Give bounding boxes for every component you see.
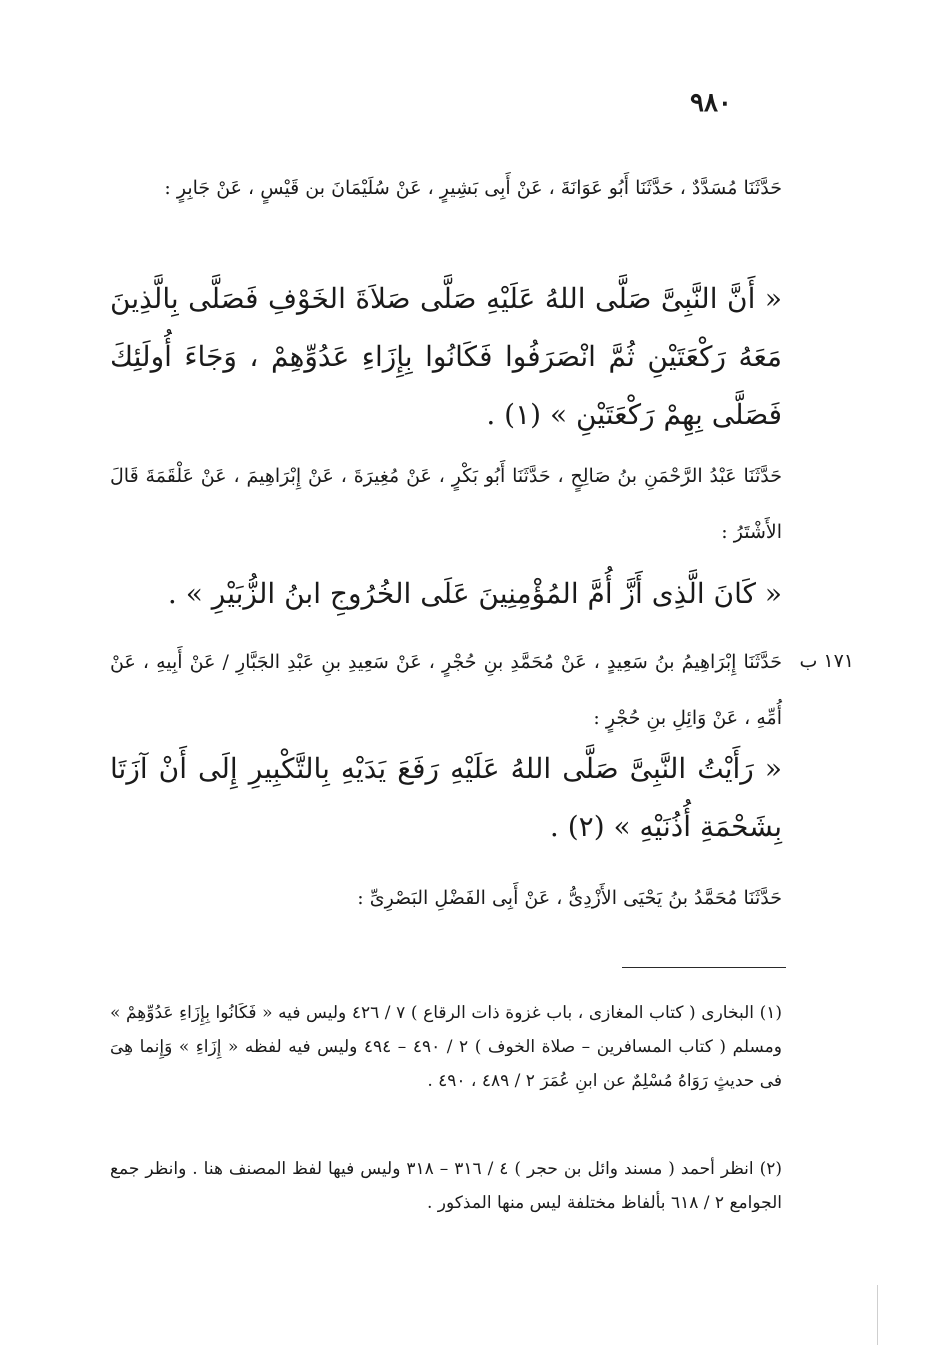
margin-folio-note: ١٧١ ب [799,650,854,672]
scan-margin-line [877,1285,878,1345]
footnote-1: (١) البخارى ( كتاب المغازى ، باب غزوة ذات الرقاع ) ٧ / ٤٢٦ وليس فيه « فَكَانُوا بِإِزَاءِ عَدُوِّهِمْ » ومسلم ( كتاب المسافرين – صلاة الخوف ) ٢ / ٤٩٠ – ٤٩٤ وليس فيه لفظه « إِزَاءِ » وَإِنما هِىَ فى حديثٍ رَوَاهُ مُسْلِمٌ عن ابنِ عُمَرَ ٢ / ٤٨٩ ، ٤٩٠ . [110,1003,782,1091]
page-number: ٩٨٠ [690,88,732,118]
hadith-text-1: « أَنَّ النَّبِىَّ صَلَّى اللهُ عَلَيْهِ صَلَّى صَلاَةَ الخَوْفِ فَصَلَّى بِالَّذِينَ مَعَهُ رَكْعَتَيْنِ ثُمَّ انْصَرَفُوا فَكَانُوا بِإِزَاءِ عَدُوِّهِمْ ، وَجَاءَ أُولَئِكَ فَصَلَّى بِهِمْ رَكْعَتَيْنِ » (١) . [110,282,782,431]
hadith-text-2: « كَانَ الَّذِى أَزَّ أُمَّ المُؤْمِنِينَ عَلَى الخُرُوجِ ابنُ الزُّبَيْرِ » . [167,577,782,610]
isnad-paragraph-4: حَدَّثَنَا مُحَمَّدُ بنُ يَحْيَى الأَزْدِىُّ ، عَنْ أَبِى الفَضْلِ البَصْرِىِّ : [357,887,782,909]
isnad-paragraph-3: حَدَّثَنَا إِبْرَاهِيمُ بنُ سَعِيدٍ ، عَنْ مُحَمَّدِ بنِ حُجْرٍ ، عَنْ سَعِيدِ بنِ عَبْدِ الجَبَّارِ / عَنْ أَبِيهِ ، عَنْ أُمِّهِ ، عَنْ وَائِلِ بنِ حُجْرٍ : [110,651,782,729]
footnote-separator [622,967,786,968]
isnad-paragraph-2: حَدَّثَنَا عَبْدُ الرَّحْمَنِ بنُ صَالِحٍ ، حَدَّثَنَا أَبُو بَكْرٍ ، عَنْ مُغِيرَةَ ، عَنْ إِبْرَاهِيمَ ، عَنْ عَلْقَمَةَ قَالَ الأَشْتَرُ : [110,465,782,543]
isnad-paragraph-1: حَدَّثَنَا مُسَدَّدٌ ، حَدَّثَنَا أَبُو عَوَانَةَ ، عَنْ أَبِى بَشِيرٍ ، عَنْ سُلَيْمَانَ بن قَيْسٍ ، عَنْ جَابِرٍ : [164,177,782,199]
hadith-text-3: « رَأَيْتُ النَّبِىَّ صَلَّى اللهُ عَلَيْهِ رَفَعَ يَدَيْهِ بِالتَّكْبِيرِ إِلَى أَنْ آزَتَا بِشَحْمَةِ أُذُنَيْهِ » (٢) . [110,752,782,843]
footnote-2: (٢) انظر أحمد ( مسند وائل بن حجر ) ٤ / ٣١٦ – ٣١٨ وليس فيها لفظ المصنف هنا . وانظر جمع الجوامع ٢ / ٦١٨ بألفاظ مختلفة ليس منها المذكور . [110,1159,782,1213]
